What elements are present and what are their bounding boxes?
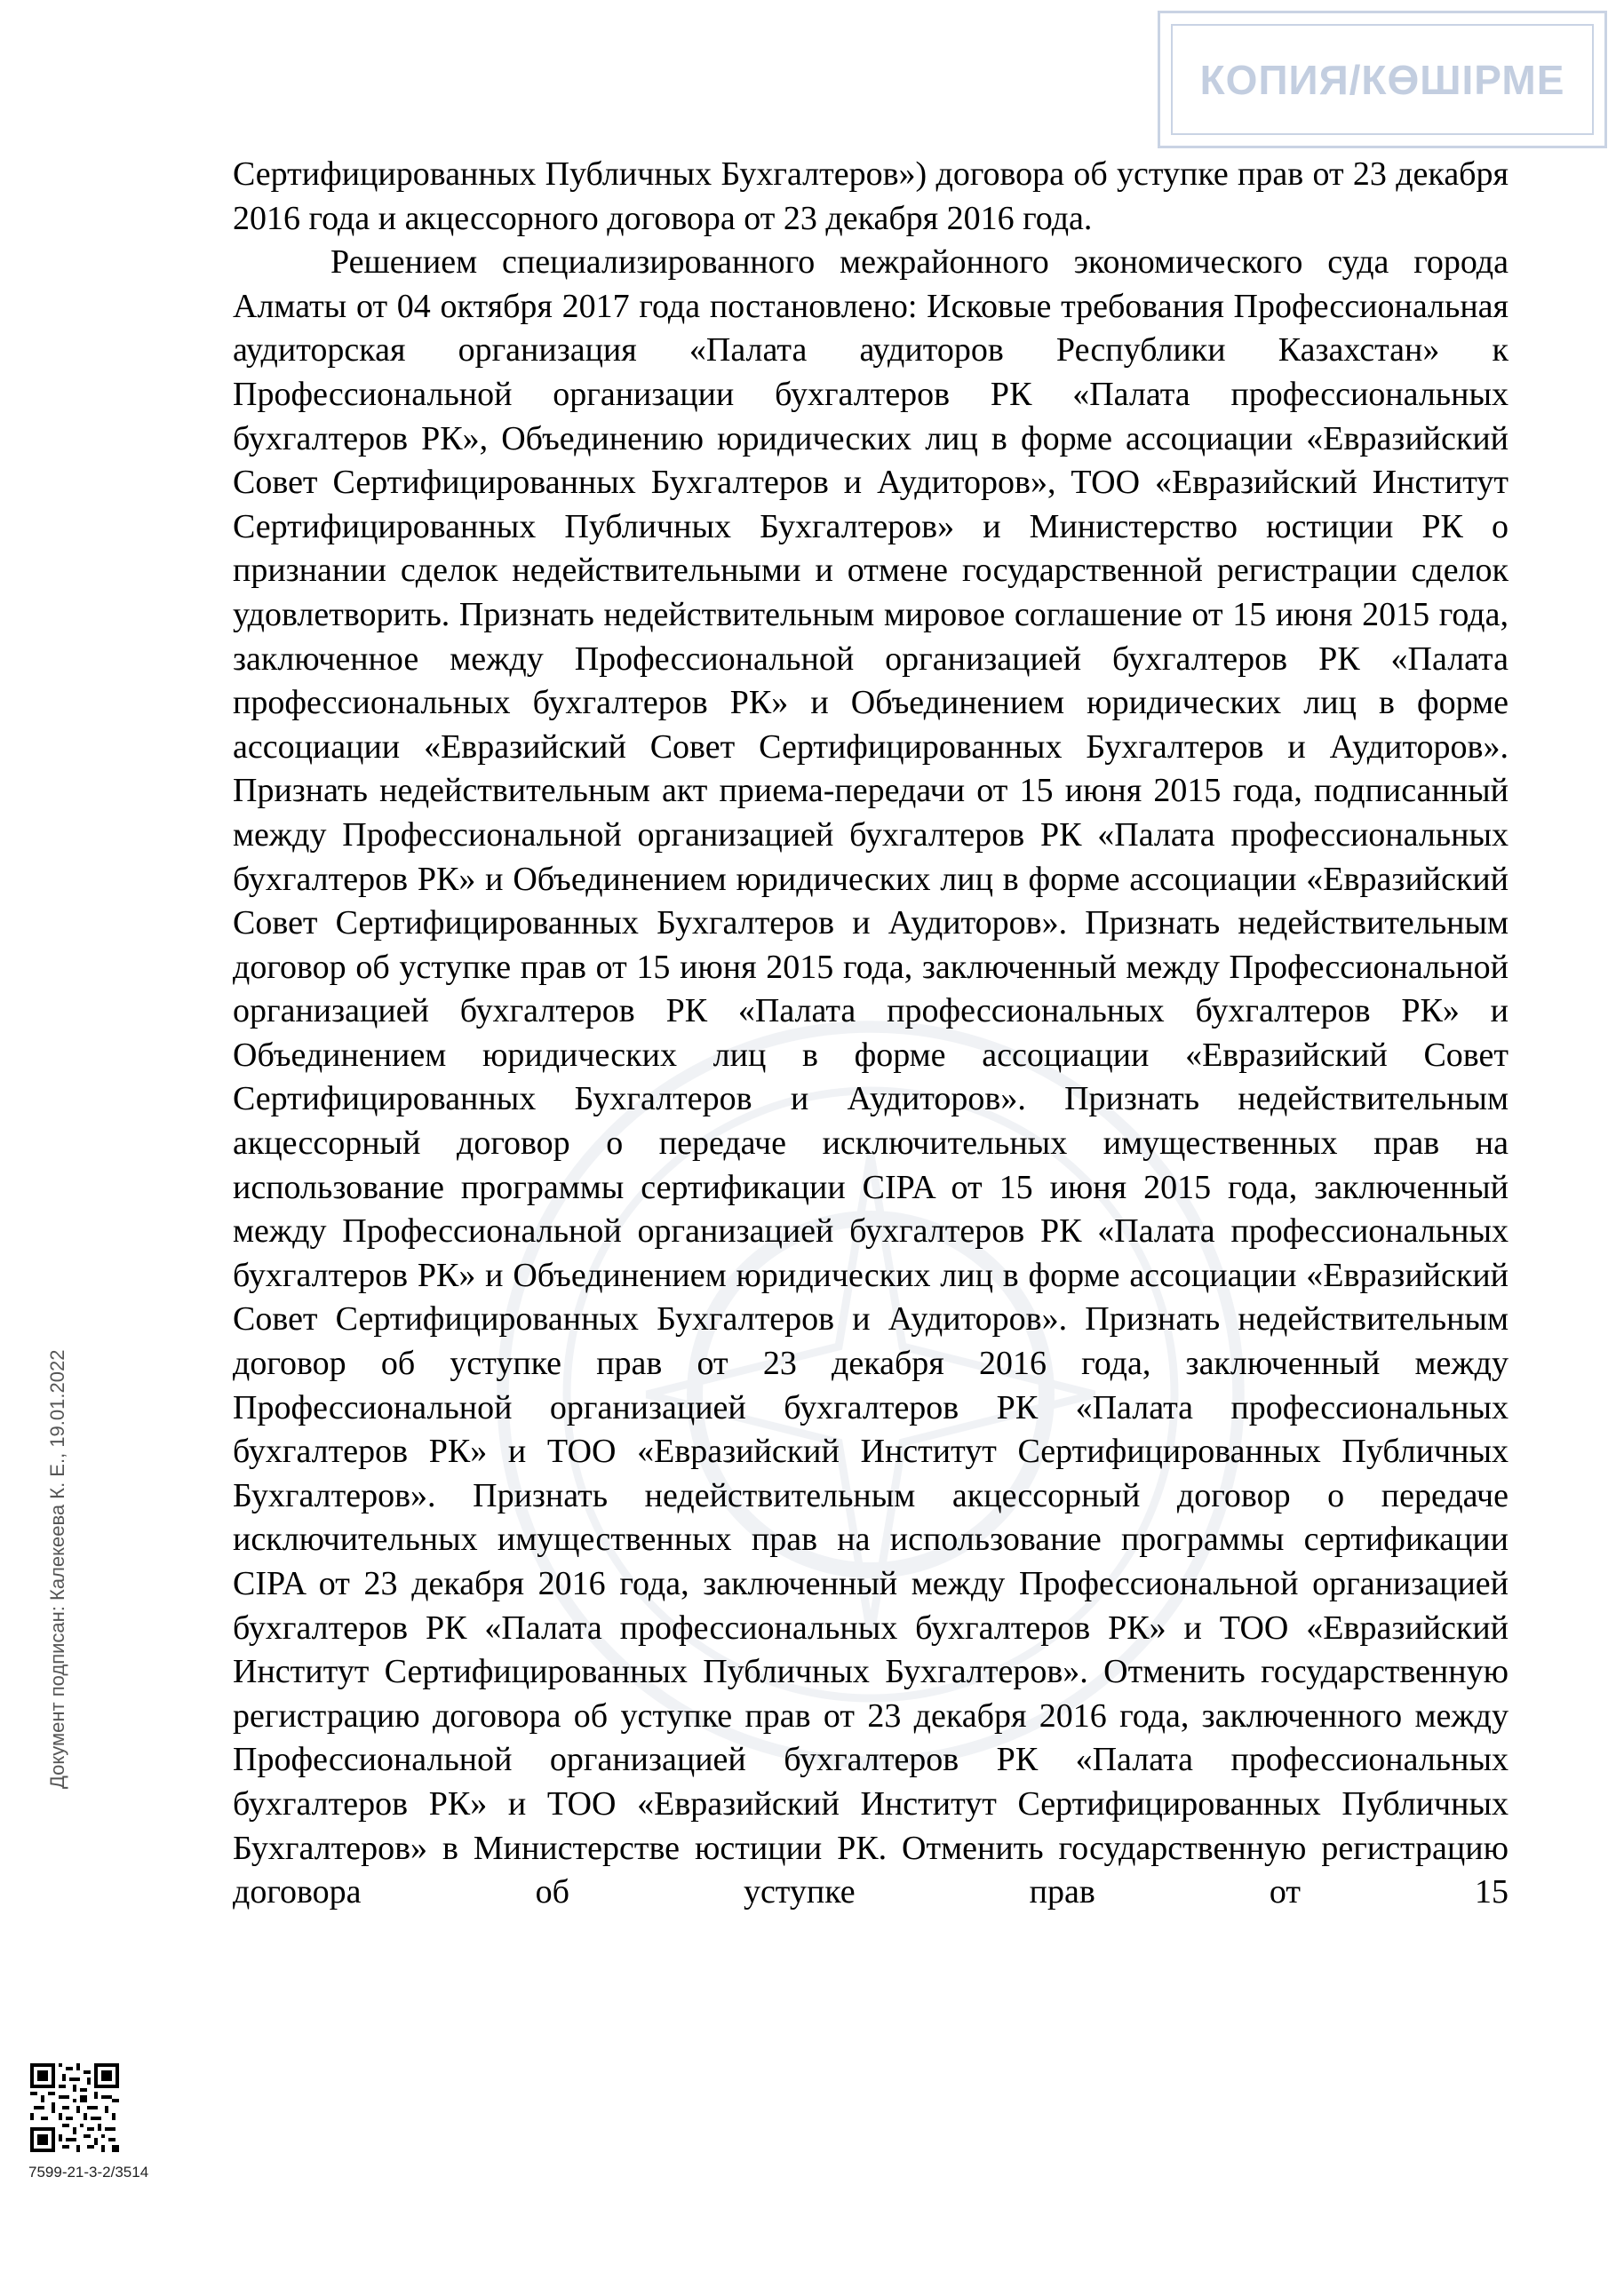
signature-caption: Документ подписан: Калекеева К. Е., 19.01.2022 — [46, 1349, 68, 1789]
copy-stamp-label: КОПИЯ/КӨШІРМЕ — [1171, 24, 1594, 135]
paragraph-continuation: Сертифицированных Публичных Бухгалтеров») договора об уступке прав от 23 декабря 2016 года и акцессорного договора от 23 декабря 2016 года. — [233, 155, 1509, 237]
document-number: 7599-21-3-2/3514 — [28, 2164, 149, 2181]
copy-stamp — [1158, 11, 1607, 148]
document-body — [233, 153, 1509, 1915]
qr-code-icon — [30, 2063, 119, 2152]
paragraph-court-decision: Решением специализированного межрайонного экономического суда города Алматы от 04 октября 2017 года постановлено: Исковые требования Профессиональная аудиторская организация «Палата аудиторов Республики Казахстан» к Профессиональной организации бухгалтеров РК «Палата профессиональных бухгалтеров РК», Объединению юридических лиц в форме ассоциации «Евразийский Совет Сертифицированных Бухгалтеров и Аудиторов», ТОО «Евразийский Институт Сертифицированных Публичных Бухгалтеров» и Министерство юстиции РК о признании сделок недействительными и отмене государственной регистрации сделок удовлетворить. Признать недействительным мировое соглашение от 15 июня 2015 года, заключенное между Профессиональной организацией бухгалтеров РК «Палата профессиональных бухгалтеров РК» и Объединением юридических лиц в форме ассоциации «Евразийский Совет Сертифицированных Бухгалтеров и Аудиторов». Признать недействительным акт приема-передачи от 15 июня 2015 года, подписанный между Профессиональной организацией бухгалтеров РК «Палата профессиональных бухгалтеров РК» и Объединением юридических лиц в форме ассоциации «Евразийский Совет Сертифицированных Бухгалтеров и Аудиторов». Признать недействительным договор об уступке прав от 15 июня 2015 года, заключенный между Профессиональной организацией бухгалтеров РК «Палата профессиональных бухгалтеров РК» и Объединением юридических лиц в форме ассоциации «Евразийский Совет Сертифицированных Бухгалтеров и Аудиторов». Признать недействительным акцессорный договор о передаче исключительных имущественных прав на использование программы сертификации CIPA от 15 июня 2015 года, заключенный между Профессиональной организацией бухгалтеров РК «Палата профессиональных бухгалтеров РК» и Объединением юридических лиц в форме ассоциации «Евразийский Совет Сертифицированных Бухгалтеров и Аудиторов». Признать недействительным договор об уступке прав от 23 декабря 2016 года, заключенный между Профессиональной организацией бухгалтеров РК «Палата профессиональных бухгалтеров РК» и ТОО «Евразийский Институт Сертифицированных Публичных Бухгалтеров». Признать недействительным акцессорный договор о передаче исключительных имущественных прав на использование программы сертификации CIPA от 23 декабря 2016 года, заключенный между Профессиональной организацией бухгалтеров РК «Палата профессиональных бухгалтеров РК» и ТОО «Евразийский Институт Сертифицированных Публичных Бухгалтеров». Отменить государственную регистрацию договора об уступке прав от 23 декабря 2016 года, заключенного между Профессиональной организацией бухгалтеров РК «Палата профессиональных бухгалтеров РК» и ТОО «Евразийский Институт Сертифицированных Публичных Бухгалтеров» в Министерстве юстиции РК. Отменить государственную регистрацию договора об уступке прав от 15 — [233, 243, 1509, 1911]
